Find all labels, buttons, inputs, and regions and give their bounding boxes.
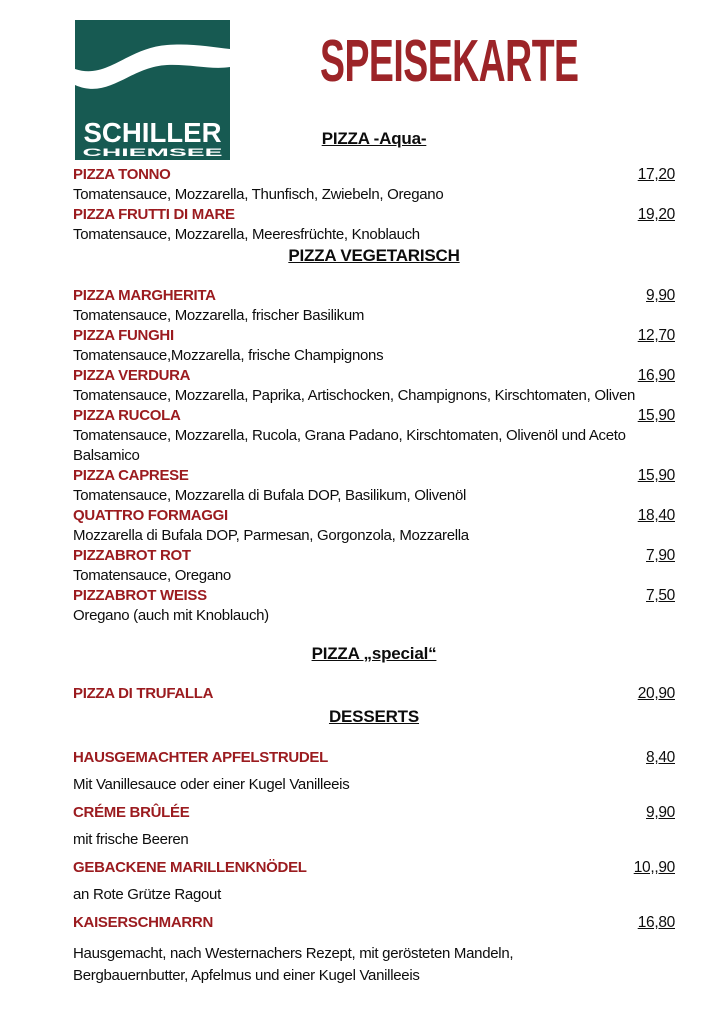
page-title: SPEISEKARTE — [320, 28, 579, 95]
menu-item-quattro-formaggi — [73, 506, 675, 546]
menu-item-pizza-margherita — [73, 286, 675, 326]
menu-item-pizza-rucola — [73, 406, 675, 466]
menu-item-kaiserschmarrn — [73, 913, 675, 987]
item-description-line2: Balsamico — [73, 447, 140, 464]
item-row — [73, 803, 675, 823]
item-price: 9,90 — [646, 804, 675, 821]
item-description: Mit Vanillesauce oder einer Kugel Vanilleeis — [73, 776, 350, 793]
item-description: Tomatensauce, Mozzarella, frischer Basilikum — [73, 307, 365, 324]
item-price: 15,90 — [637, 407, 675, 424]
item-description: Tomatensauce, Mozzarella, Thunfisch, Zwiebeln, Oregano — [73, 186, 444, 203]
item-row — [73, 506, 675, 526]
item-name: GEBACKENE MARILLENKNÖDEL — [73, 859, 307, 876]
item-row — [73, 286, 675, 306]
item-name: PIZZABROT ROT — [73, 547, 191, 564]
item-price: 17,20 — [637, 166, 675, 183]
item-name: PIZZA MARGHERITA — [73, 287, 216, 304]
item-description: Tomatensauce, Mozzarella, Meeresfrüchte, Knoblauch — [73, 226, 420, 243]
menu-item-pizza-frutti-di-mare — [73, 205, 675, 245]
item-name: PIZZA TONNO — [73, 166, 171, 183]
item-description: Hausgemacht, nach Westernachers Rezept, mit gerösteten Mandeln, — [73, 945, 514, 962]
item-price: 16,80 — [637, 914, 675, 931]
item-row — [73, 165, 675, 185]
item-price: 9,90 — [646, 287, 675, 304]
item-name: PIZZA FUNGHI — [73, 327, 174, 344]
item-row — [73, 546, 675, 566]
item-price: 19,20 — [637, 206, 675, 223]
item-description: mit frische Beeren — [73, 831, 189, 848]
section-heading-desserts: DESSERTS — [328, 707, 420, 726]
item-price: 7,90 — [646, 547, 675, 564]
item-price: 20,90 — [637, 685, 675, 702]
item-price: 12,70 — [637, 327, 675, 344]
menu-item-pizza-di-trufalla — [73, 684, 675, 704]
menu-item-pizza-caprese — [73, 466, 675, 506]
item-price: 18,40 — [637, 507, 675, 524]
item-price: 10,,90 — [633, 859, 675, 876]
item-row — [73, 366, 675, 386]
item-name: CRÉME BRÛLÉE — [73, 804, 190, 821]
menu-item-pizzabrot-weiss — [73, 586, 675, 626]
item-name: PIZZA FRUTTI DI MARE — [73, 206, 235, 223]
item-description: Tomatensauce,Mozzarella, frische Champignons — [73, 347, 384, 364]
item-row — [73, 913, 675, 933]
item-description: an Rote Grütze Ragout — [73, 886, 221, 903]
logo-name-text: SCHILLER — [83, 117, 222, 148]
item-description: Tomatensauce, Mozzarella, Rucola, Grana Padano, Kirschtomaten, Olivenöl und Aceto — [73, 427, 626, 444]
item-price: 16,90 — [637, 367, 675, 384]
menu-item-pizza-tonno — [73, 165, 675, 205]
menu-item-pizza-funghi — [73, 326, 675, 366]
item-description: Oregano (auch mit Knoblauch) — [73, 607, 269, 624]
menu-body — [73, 128, 675, 995]
item-name: PIZZA VERDURA — [73, 367, 191, 384]
item-description: Tomatensauce, Mozzarella di Bufala DOP, Basilikum, Olivenöl — [73, 487, 467, 504]
item-description: Tomatensauce, Oregano — [73, 567, 231, 584]
item-description-line2: Bergbauernbutter, Apfelmus und einer Kugel Vanilleeis — [73, 967, 420, 984]
item-name: QUATTRO FORMAGGI — [73, 507, 228, 524]
section-heading-pizza-vegetarisch: PIZZA VEGETARISCH — [288, 246, 460, 265]
item-row — [73, 326, 675, 346]
item-row — [73, 858, 675, 878]
section-heading-pizza-special: PIZZA „special“ — [311, 644, 437, 663]
item-price: 15,90 — [637, 467, 675, 484]
menu-item-creme-brulee — [73, 803, 675, 850]
item-price: 8,40 — [646, 749, 675, 766]
item-row — [73, 684, 675, 704]
item-name: PIZZA DI TRUFALLA — [73, 685, 214, 702]
item-description: Tomatensauce, Mozzarella, Paprika, Artischocken, Champignons, Kirschtomaten, Oliven — [73, 387, 636, 404]
item-description: Mozzarella di Bufala DOP, Parmesan, Gorgonzola, Mozzarella — [73, 527, 469, 544]
item-price: 7,50 — [646, 587, 675, 604]
item-name: HAUSGEMACHTER APFELSTRUDEL — [73, 749, 328, 766]
item-row — [73, 466, 675, 486]
logo-subtitle-text: CHIEMSEE — [82, 147, 223, 159]
item-name: KAISERSCHMARRN — [73, 914, 213, 931]
menu-item-apfelstrudel — [73, 748, 675, 795]
item-name: PIZZA CAPRESE — [73, 467, 189, 484]
section-heading-pizza-aqua: PIZZA -Aqua- — [321, 129, 427, 148]
item-name: PIZZABROT WEISS — [73, 587, 207, 604]
menu-item-pizza-verdura — [73, 366, 675, 406]
menu-item-pizzabrot-rot — [73, 546, 675, 586]
item-row — [73, 406, 675, 426]
item-row — [73, 205, 675, 225]
menu-item-marillenknoedel — [73, 858, 675, 905]
item-row — [73, 586, 675, 606]
item-row — [73, 748, 675, 768]
item-name: PIZZA RUCOLA — [73, 407, 181, 424]
